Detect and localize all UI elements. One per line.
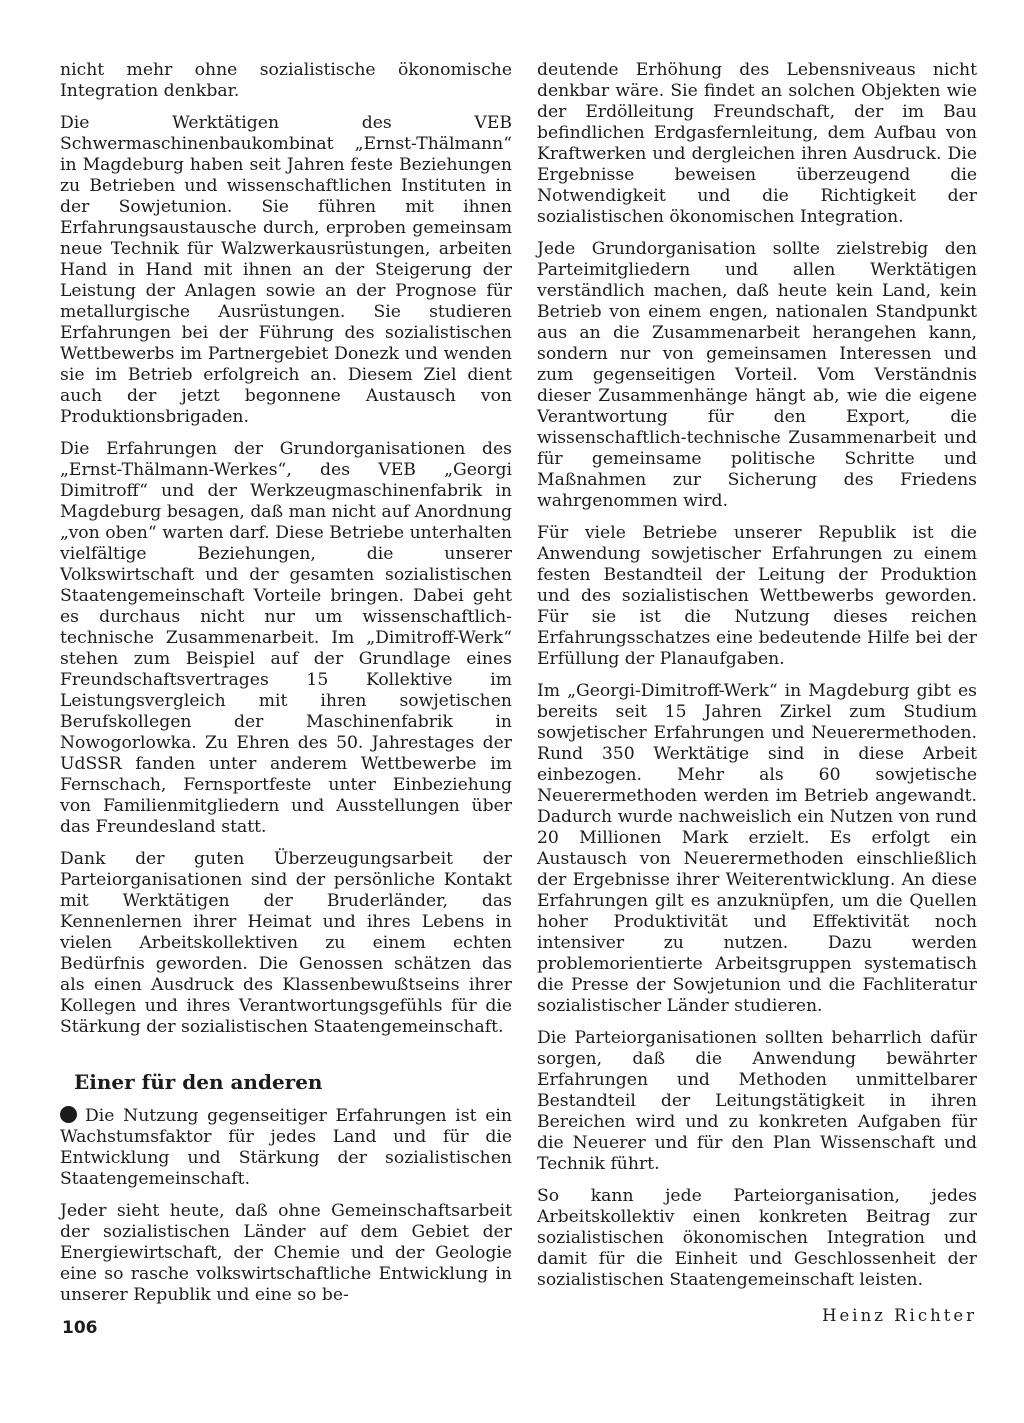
left-column [60, 60, 512, 1317]
paragraph: So kann jede Parteiorganisation, jedes Arbeitskollektiv einen konkreten Beitrag zur sozialistischen ökonomischen Integration und damit für die Einheit und Geschlossenheit der sozialistischen Staatengemeinschaft leisten. [537, 1186, 977, 1290]
paragraph: Dank der guten Überzeugungsarbeit der Parteiorganisationen sind der persönliche Kontakt mit Werktätigen der Bruderländer, das Kennenlernen ihrer Heimat und ihres Lebens in vielen Arbeitskollektiven zu einem echten Bedürfnis geworden. Die Genossen schätzen das als einen Ausdruck des Klassenbewußtseins ihrer Kollegen und ihres Verantwortungsgefühls für die Stärkung der sozialistischen Staatengemeinschaft. [60, 849, 512, 1037]
lead-paragraph [60, 1106, 512, 1190]
bullet-icon [60, 1106, 77, 1123]
lead-paragraph-text: Die Nutzung gegenseitiger Erfahrungen ist ein Wachstumsfaktor für jedes Land und für die Entwicklung und Stärkung der sozialistischen Staatengemeinschaft. [60, 1106, 512, 1189]
paragraph: Für viele Betriebe unserer Republik ist die Anwendung sowjetischer Erfahrungen zu einem festen Bestandteil der Leitung der Produktion und des sozialistischen Wettbewerbs geworden. Für sie ist die Nutzung dieses reichen Erfahrungsschatzes eine bedeutende Hilfe bei der Erfüllung der Planaufgaben. [537, 523, 977, 669]
author-signature: Heinz Richter [822, 1306, 977, 1325]
paragraph: Jede Grundorganisation sollte zielstrebig den Parteimitgliedern und allen Werktätigen verständlich machen, daß heute kein Land, kein Betrieb von einem engen, nationalen Standpunkt aus an die Zusammenarbeit herangehen kann, sondern nur von gemeinsamen Interessen und zum gegenseitigen Vorteil. Vom Verständnis dieser Zusammenhänge hängt ab, wie die eigene Verantwortung für den Export, die wissenschaftlich-technische Zusammenarbeit und für gemeinsame politische Schritte und Maßnahmen zur Sicherung des Friedens wahrgenommen wird. [537, 239, 977, 511]
paragraph: Die Werktätigen des VEB Schwermaschinenbaukombinat „Ernst-Thälmann“ in Magdeburg haben seit Jahren feste Beziehungen zu Betrieben und wissenschaftlichen Instituten in der Sowjetunion. Sie führen mit ihnen Erfahrungsaustausche durch, erproben gemeinsam neue Technik für Walzwerkausrüstungen, arbeiten Hand in Hand mit ihnen an der Steigerung der Leistung der Anlagen sowie an der Prognose für metallurgische Ausrüstungen. Sie studieren Erfahrungen bei der Führung des sozialistischen Wettbewerbs im Partnergebiet Donezk und wenden sie im Betrieb erfolgreich an. Diesem Ziel dient auch der jetzt begonnene Austausch von Produktionsbrigaden. [60, 113, 512, 427]
paragraph: deutende Erhöhung des Lebensniveaus nicht denkbar wäre. Sie findet an solchen Objekten wie der Erdölleitung Freundschaft, der im Bau befindlichen Erdgasfernleitung, dem Aufbau von Kraftwerken und dergleichen ihren Ausdruck. Die Ergebnisse beweisen überzeugend die Notwendigkeit und die Richtigkeit der sozialistischen ökonomischen Integration. [537, 60, 977, 227]
paragraph: nicht mehr ohne sozialistische ökonomische Integration denkbar. [60, 60, 512, 101]
paragraph: Jeder sieht heute, daß ohne Gemeinschaftsarbeit der sozialistischen Länder auf dem Gebiet der Energiewirtschaft, der Chemie und der Geologie eine so rasche volkswirtschaftliche Entwicklung in unserer Republik und eine so be- [60, 1201, 512, 1305]
page-number: 106 [62, 1318, 98, 1338]
section-heading: Einer für den anderen [74, 1070, 323, 1094]
paragraph: Die Parteiorganisationen sollten beharrlich dafür sorgen, daß die Anwendung bewährter Erfahrungen und Methoden unmittelbarer Bestandteil der Leitungstätigkeit in ihren Bereichen wird und zu konkreten Aufgaben für die Neuerer und für den Plan Wissenschaft und Technik führt. [537, 1028, 977, 1174]
paragraph: Die Erfahrungen der Grundorganisationen des „Ernst-Thälmann-Werkes“, des VEB „Georgi Dimitroff“ und der Werkzeugmaschinenfabrik in Magdeburg besagen, daß man nicht auf Anordnung „von oben“ warten darf. Diese Betriebe unterhalten vielfältige Beziehungen, die unserer Volkswirtschaft und der gesamten sozialistischen Staatengemeinschaft Vorteile bringen. Dabei geht es durchaus nicht nur um wissenschaftlich-technische Zusammenarbeit. Im „Dimitroff-Werk“ stehen zum Beispiel auf der Grundlage eines Freundschaftsvertrages 15 Kollektive im Leistungsvergleich mit ihren sowjetischen Berufskollegen der Maschinenfabrik in Nowogorlowka. Zu Ehren des 50. Jahrestages der UdSSR fanden unter anderem Wettbewerbe im Fernschach, Fernsportfeste unter Einbeziehung von Familienmitgliedern und Ausstellungen über das Freundesland statt. [60, 439, 512, 837]
right-column [537, 60, 977, 1326]
paragraph: Im „Georgi-Dimitroff-Werk“ in Magdeburg gibt es bereits seit 15 Jahren Zirkel zum Studium sowjetischer Erfahrungen und Neuerermethoden. Rund 350 Werktätige sind in diese Arbeit einbezogen. Mehr als 60 sowjetische Neuerermethoden werden im Betrieb angewandt. Dadurch wurde nachweislich ein Nutzen von rund 20 Millionen Mark erzielt. Es erfolgt ein Austausch von Neuerermethoden einschließlich der Ergebnisse ihrer Weiterentwicklung. An diese Erfahrungen gilt es anzuknüpfen, um die Quellen hoher Produktivität und Effektivität noch intensiver zu nutzen. Dazu werden problemorientierte Arbeitsgruppen systematisch die Presse der Sowjetunion und die Fachliteratur sozialistischer Länder studieren. [537, 681, 977, 1016]
